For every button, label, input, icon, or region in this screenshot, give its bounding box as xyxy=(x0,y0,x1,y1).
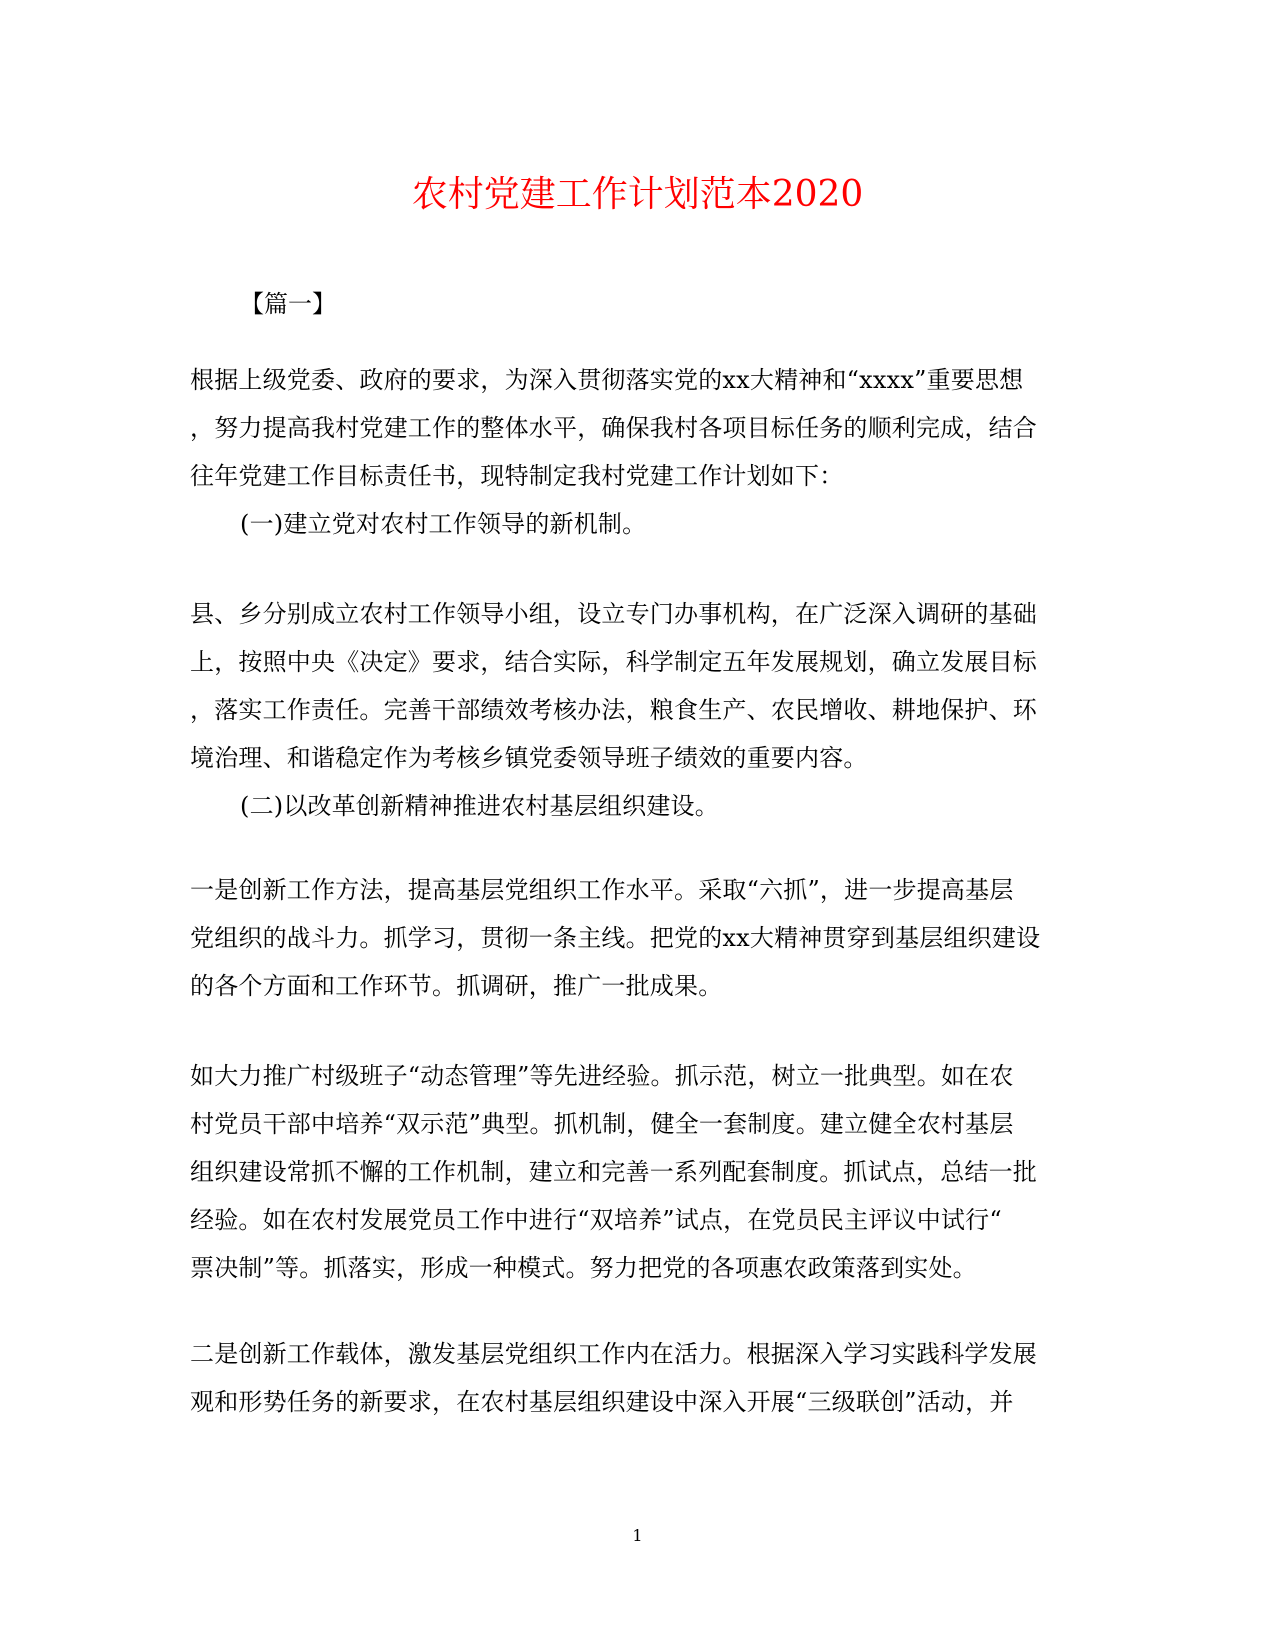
section-label: 【篇一】 xyxy=(240,290,336,318)
text-line: 一是创新工作方法，提高基层党组织工作水平。采取“六抓”，进一步提高基层 xyxy=(190,876,1014,904)
paragraph-carrier xyxy=(190,1330,1065,1426)
paragraph-promotion xyxy=(190,1052,1065,1292)
subheading-text: (二)以改革创新精神推进农村基层组织建设。 xyxy=(240,792,719,820)
paragraph-intro xyxy=(190,356,1065,500)
text-line: 县、乡分别成立农村工作领导小组，设立专门办事机构，在广泛深入调研的基础 xyxy=(190,600,1037,628)
subheading-2 xyxy=(190,782,1065,830)
text-line: 二是创新工作载体，激发基层党组织工作内在活力。根据深入学习实践科学发展 xyxy=(190,1340,1037,1368)
text-line: 党组织的战斗力。抓学习，贯彻一条主线。把党的xx大精神贯穿到基层组织建设 xyxy=(190,924,1041,952)
document-title: 农村党建工作计划范本2020 xyxy=(411,174,864,215)
text-line: 组织建设常抓不懈的工作机制，建立和完善一系列配套制度。抓试点，总结一批 xyxy=(190,1158,1037,1186)
text-line: 境治理、和谐稳定作为考核乡镇党委领导班子绩效的重要内容。 xyxy=(190,744,868,772)
text-line: ，努力提高我村党建工作的整体水平，确保我村各项目标任务的顺利完成，结合 xyxy=(190,414,1037,442)
paragraph-county xyxy=(190,590,1065,782)
page-number: 1 xyxy=(632,1526,643,1545)
text-line: 的各个方面和工作环节。抓调研，推广一批成果。 xyxy=(190,972,723,1000)
text-line: 村党员干部中培养“双示范”典型。抓机制，健全一套制度。建立健全农村基层 xyxy=(190,1110,1014,1138)
text-line: 观和形势任务的新要求，在农村基层组织建设中深入开展“三级联创”活动，并 xyxy=(190,1388,1014,1416)
text-line: 票决制”等。抓落实，形成一种模式。努力把党的各项惠农政策落到实处。 xyxy=(190,1254,977,1282)
subheading-text: (一)建立党对农村工作领导的新机制。 xyxy=(240,510,647,538)
text-line: 经验。如在农村发展党员工作中进行“双培养”试点，在党员民主评议中试行“ xyxy=(190,1206,1002,1234)
paragraph-method xyxy=(190,866,1065,1010)
text-line: 如大力推广村级班子“动态管理”等先进经验。抓示范，树立一批典型。如在农 xyxy=(190,1062,1014,1090)
text-line: 上，按照中央《决定》要求，结合实际，科学制定五年发展规划，确立发展目标 xyxy=(190,648,1037,676)
text-line: 往年党建工作目标责任书，现特制定我村党建工作计划如下： xyxy=(190,462,844,490)
text-line: 根据上级党委、政府的要求，为深入贯彻落实党的xx大精神和“xxxx”重要思想 xyxy=(190,366,1024,394)
text-line: ，落实工作责任。完善干部绩效考核办法，粮食生产、农民增收、耕地保护、环 xyxy=(190,696,1037,724)
subheading-1 xyxy=(190,500,1065,548)
